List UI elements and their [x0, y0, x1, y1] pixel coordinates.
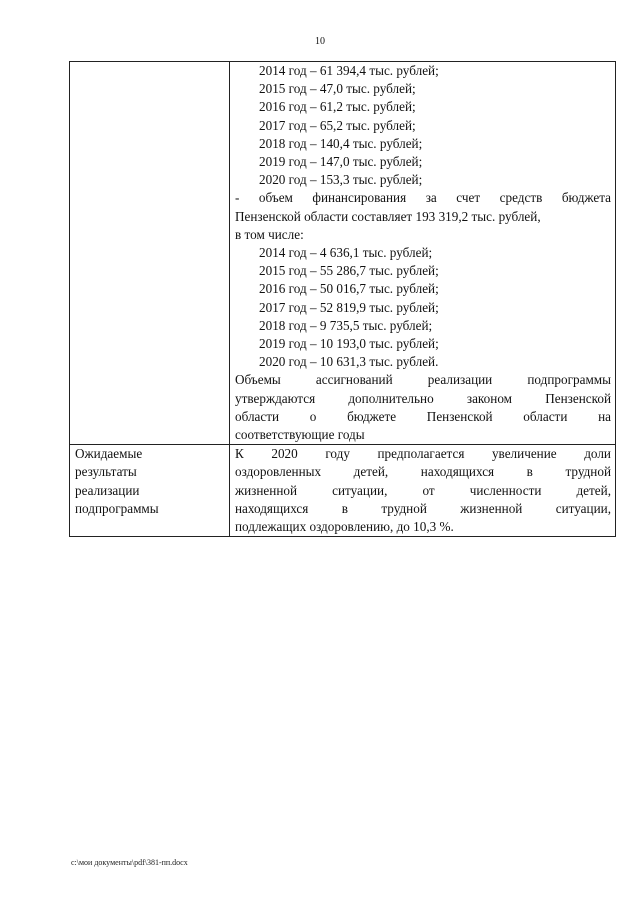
regional-intro-line-3: в том числе: [235, 226, 304, 242]
results-label-line-2: результаты [75, 464, 137, 480]
regional-year-2015: 2015 год – 55 286,7 тыс. рублей; [259, 263, 439, 279]
regional-year-2019: 2019 год – 10 193,0 тыс. рублей; [259, 336, 439, 352]
results-label-line-4: подпрограммы [75, 500, 159, 516]
financing-note-line-1: Объемы ассигнований реализации подпрограммы [235, 372, 611, 388]
results-text-line-2: оздоровленных детей, находящихся в трудной [235, 464, 611, 480]
regional-intro-line-1: - объем финансирования за счет средств бюджета [235, 190, 611, 206]
regional-year-2018: 2018 год – 9 735,5 тыс. рублей; [259, 317, 433, 333]
page-number: 10 [315, 36, 325, 47]
subprogram-passport-table [69, 61, 616, 537]
regional-year-2020: 2020 год – 10 631,3 тыс. рублей. [259, 354, 439, 370]
federal-year-2017: 2017 год – 65,2 тыс. рублей; [259, 117, 416, 133]
federal-year-2016: 2016 год – 61,2 тыс. рублей; [259, 99, 416, 115]
financing-value-cell [230, 62, 616, 445]
regional-year-2016: 2016 год – 50 016,7 тыс. рублей; [259, 281, 439, 297]
results-label-line-3: реализации [75, 482, 140, 498]
results-text-line-3: жизненной ситуации, от численности детей, [235, 482, 611, 498]
table-row-expected-results [70, 445, 616, 537]
table-row-financing [70, 62, 616, 445]
regional-year-2014: 2014 год – 4 636,1 тыс. рублей; [259, 245, 433, 261]
federal-year-2018: 2018 год – 140,4 тыс. рублей; [259, 135, 423, 151]
results-label-line-1: Ожидаемые [75, 446, 143, 462]
federal-year-2014: 2014 год – 61 394,4 тыс. рублей; [259, 63, 439, 78]
results-text-line-1: К 2020 году предполагается увеличение доли [235, 446, 611, 462]
financing-note-line-2: утверждаются дополнительно законом Пензенской [235, 390, 611, 406]
regional-year-2017: 2017 год – 52 819,9 тыс. рублей; [259, 299, 439, 315]
results-text-line-5: подлежащих оздоровлению, до 10,3 %. [235, 519, 454, 535]
financing-label-cell [70, 62, 230, 445]
federal-year-2019: 2019 год – 147,0 тыс. рублей; [259, 154, 423, 170]
results-text-line-4: находящихся в трудной жизненной ситуации, [235, 500, 611, 516]
federal-year-2020: 2020 год – 153,3 тыс. рублей; [259, 172, 423, 188]
results-value-cell [230, 445, 616, 537]
financing-note-line-3: области о бюджете Пензенской области на [235, 408, 611, 424]
results-label-cell [70, 445, 230, 537]
financing-note-line-4: соответствующие годы [235, 427, 365, 443]
regional-intro-line-2: Пензенской области составляет 193 319,2 тыс. рублей, [235, 208, 541, 224]
federal-year-2015: 2015 год – 47,0 тыс. рублей; [259, 81, 416, 97]
footer-file-path: c:\мои документы\pdf\381-пп.docx [71, 858, 188, 867]
